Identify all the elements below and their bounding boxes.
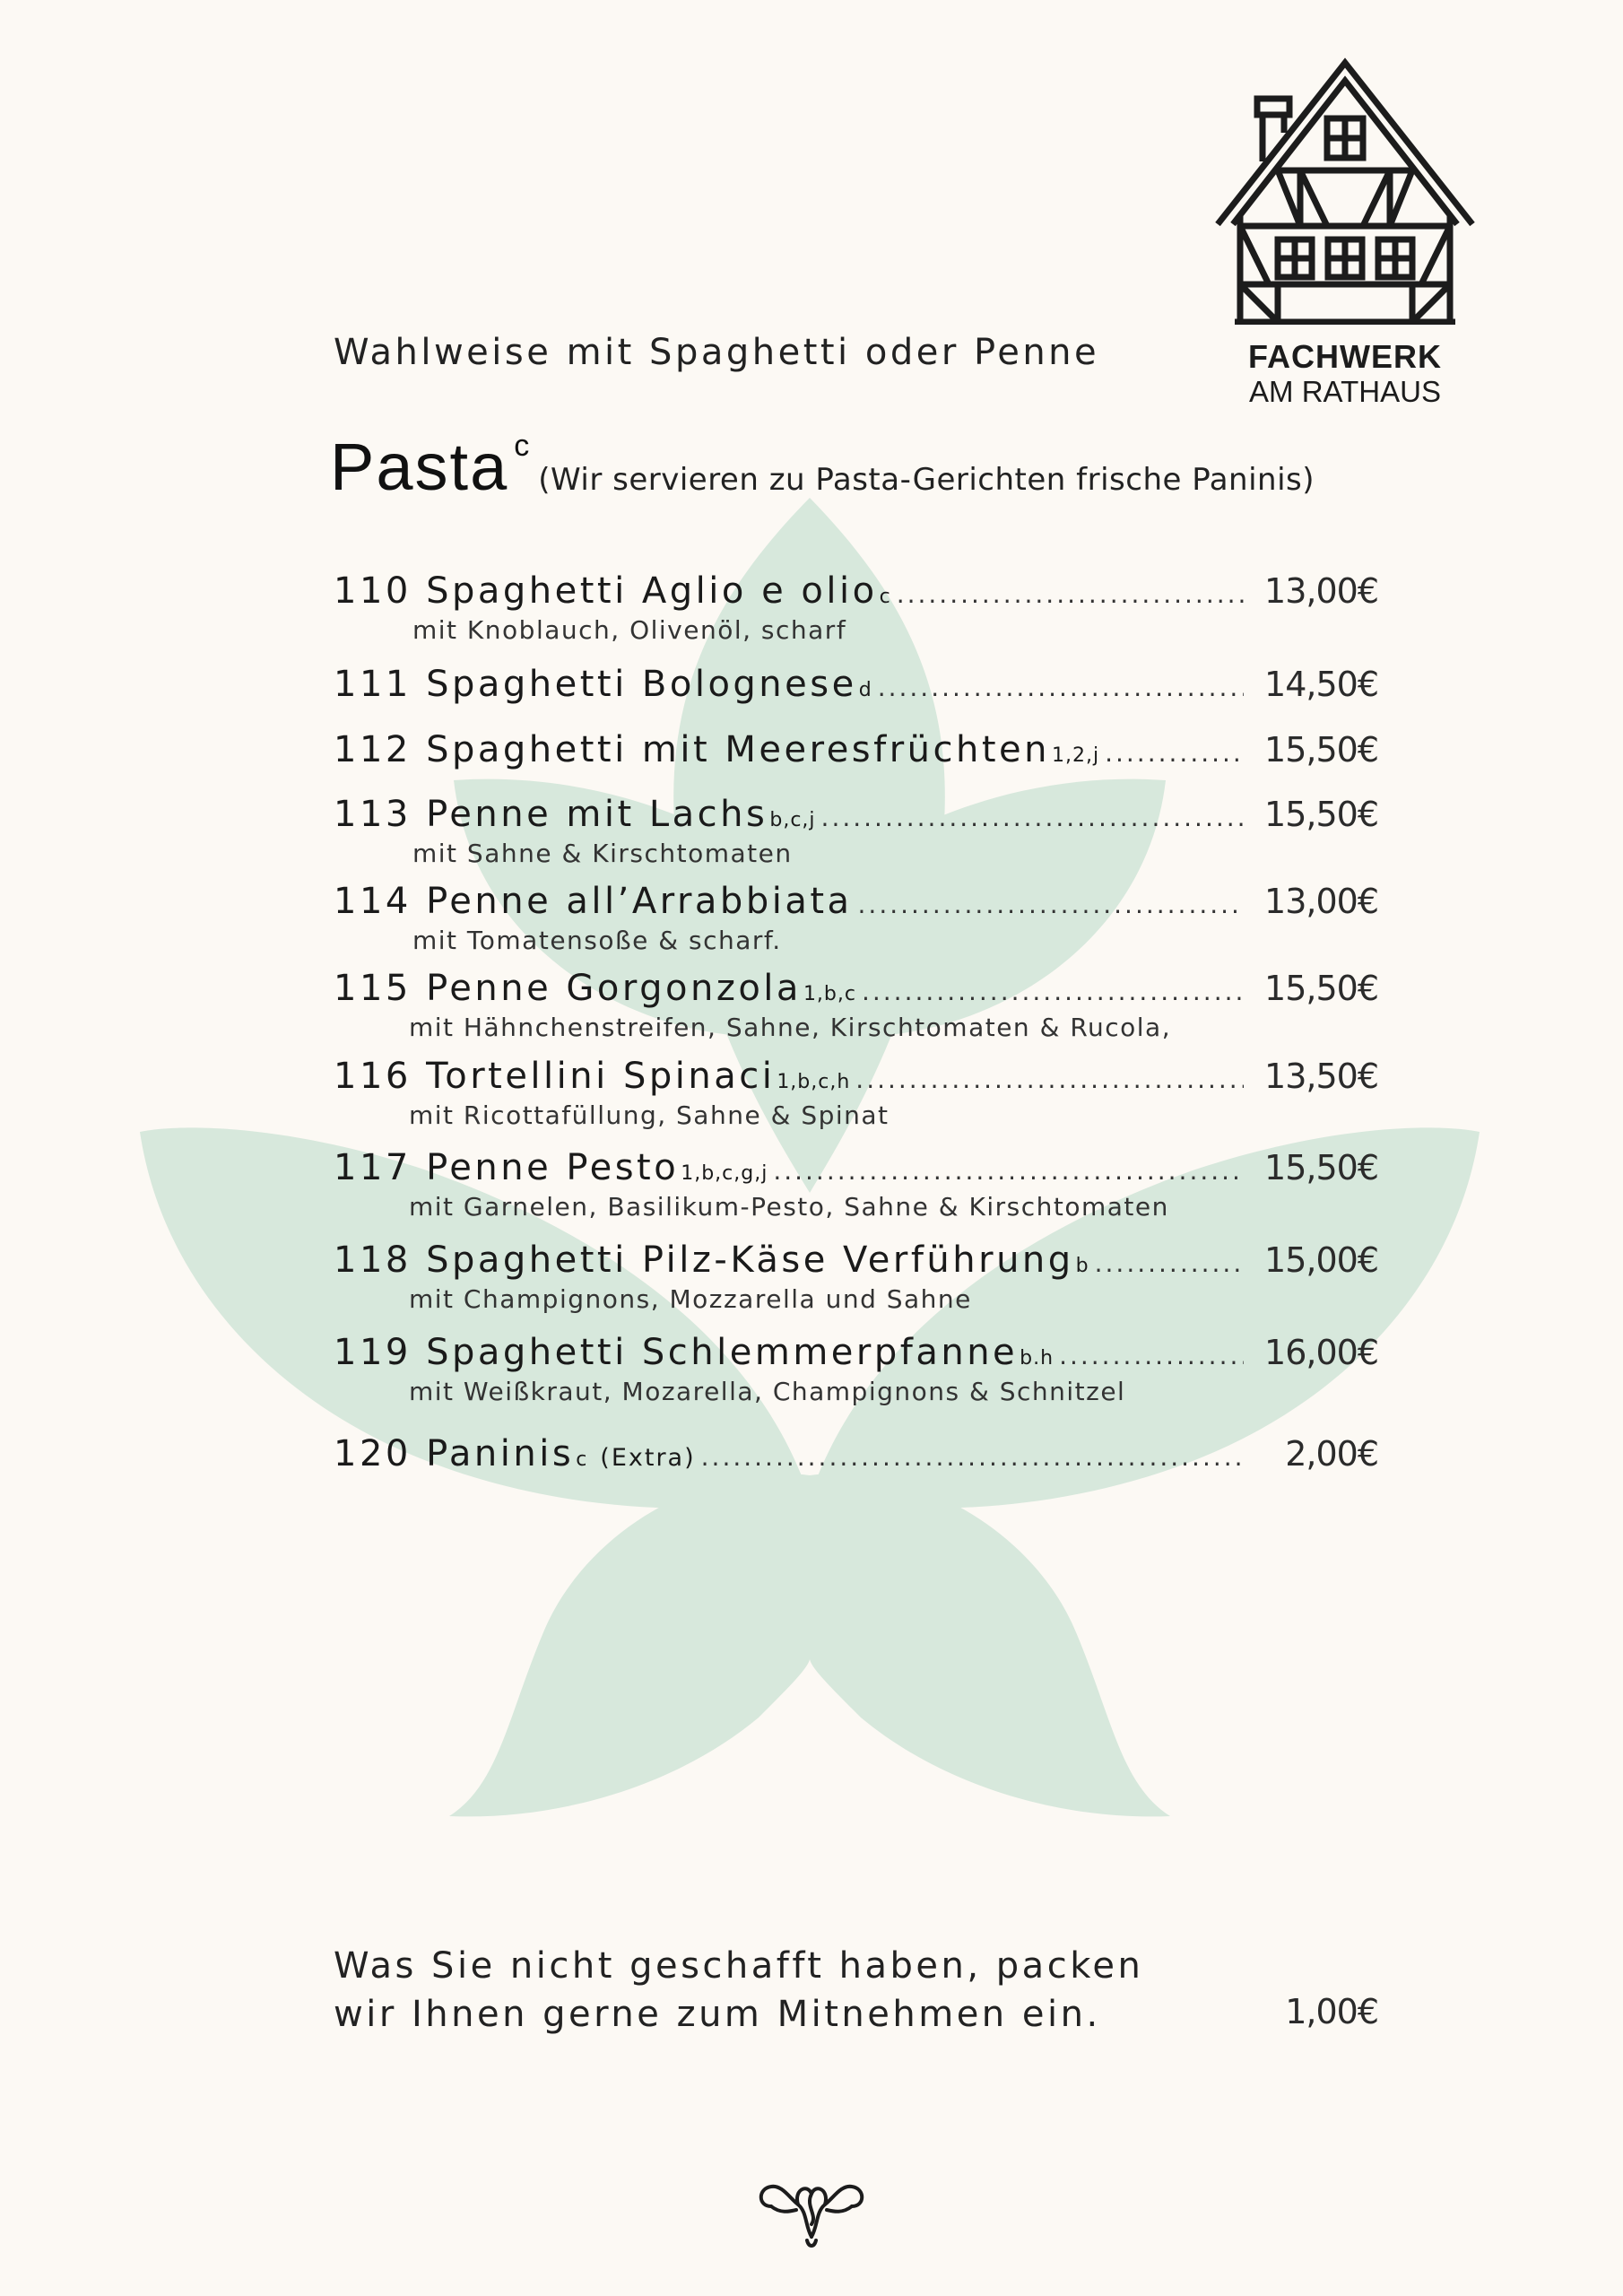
item-price: 15,50€ xyxy=(1264,1148,1378,1187)
menu-item xyxy=(334,664,1378,705)
item-name: 117 Penne Pesto xyxy=(334,1147,680,1188)
item-description: mit Ricottafüllung, Sahne & Spinat xyxy=(409,1100,890,1130)
dot-leader xyxy=(773,1156,1244,1186)
item-allergens: 1,b,c,g,j xyxy=(681,1162,768,1185)
section-allergen: c xyxy=(514,429,530,463)
dot-leader xyxy=(1059,1341,1244,1370)
item-allergens: 1,b,c xyxy=(803,983,856,1005)
dot-leader xyxy=(855,1065,1244,1094)
item-description: mit Weißkraut, Mozarella, Champignons & Schnitzel xyxy=(409,1377,1126,1406)
half-timbered-house-icon xyxy=(1211,56,1480,325)
dot-leader xyxy=(897,579,1244,609)
item-allergens: d xyxy=(858,679,872,701)
item-allergens: b,c,j xyxy=(769,809,816,831)
item-allergens: b.h xyxy=(1020,1347,1055,1370)
item-description: mit Knoblauch, Olivenöl, scharf xyxy=(412,615,847,645)
dot-leader xyxy=(1095,1248,1244,1278)
takeaway-line-1: Was Sie nicht geschafft haben, packen xyxy=(334,1945,1144,1987)
section-heading xyxy=(330,429,1315,505)
pasta-choice-subtitle: Wahlweise mit Spaghetti oder Penne xyxy=(334,332,1100,373)
item-price: 2,00€ xyxy=(1285,1434,1378,1474)
takeaway-line-2: wir Ihnen gerne zum Mitnehmen ein. xyxy=(334,1994,1101,2035)
item-name: 110 Spaghetti Aglio e olio xyxy=(334,570,878,612)
dot-leader xyxy=(862,977,1244,1006)
item-name: 114 Penne all’Arrabbiata xyxy=(334,881,853,922)
item-description: mit Sahne & Kirschtomaten xyxy=(412,839,793,868)
item-name: 119 Spaghetti Schlemmerpfanne xyxy=(334,1332,1019,1373)
menu-item xyxy=(334,1147,1378,1222)
item-allergens: b xyxy=(1075,1255,1089,1277)
section-title: Pasta xyxy=(330,430,509,504)
item-allergens: 1,2,j xyxy=(1052,744,1100,767)
menu-item xyxy=(334,1433,1378,1474)
dot-leader xyxy=(858,890,1244,919)
item-price: 16,00€ xyxy=(1264,1333,1378,1372)
item-name: 113 Penne mit Lachs xyxy=(334,794,768,835)
dot-leader xyxy=(1105,738,1244,768)
menu-item xyxy=(334,570,1378,645)
dot-leader xyxy=(821,803,1244,832)
item-name: 112 Spaghetti mit Meeresfrüchten xyxy=(334,729,1051,770)
item-description: mit Garnelen, Basilikum-Pesto, Sahne & Kirschtomaten xyxy=(409,1192,1169,1222)
item-price: 15,00€ xyxy=(1264,1240,1378,1280)
dot-leader xyxy=(878,673,1244,702)
item-extra-label: (Extra) xyxy=(600,1444,696,1472)
item-allergens: c xyxy=(576,1448,588,1471)
takeaway-price: 1,00€ xyxy=(1285,1992,1378,2031)
item-price: 15,50€ xyxy=(1264,730,1378,770)
restaurant-logo xyxy=(1211,56,1480,406)
item-allergens: c xyxy=(879,586,891,608)
flourish-ornament-icon xyxy=(753,2170,870,2251)
takeaway-note xyxy=(334,1942,1378,2039)
item-description: mit Champignons, Mozzarella und Sahne xyxy=(409,1284,972,1314)
item-price: 13,00€ xyxy=(1264,571,1378,611)
dot-leader xyxy=(701,1442,1244,1472)
item-price: 13,00€ xyxy=(1264,882,1378,921)
item-name: 111 Spaghetti Bolognese xyxy=(334,664,857,705)
menu-item xyxy=(334,1056,1378,1130)
item-name: 118 Spaghetti Pilz-Käse Verführung xyxy=(334,1239,1074,1281)
item-description: mit Tomatensoße & scharf. xyxy=(412,926,782,955)
item-description: mit Hähnchenstreifen, Sahne, Kirschtomaten & Rucola, xyxy=(409,1013,1172,1042)
menu-item xyxy=(334,968,1378,1042)
logo-subtitle: AM RATHAUS xyxy=(1249,375,1441,408)
item-price: 15,50€ xyxy=(1264,795,1378,834)
menu-item xyxy=(334,1239,1378,1314)
item-allergens: 1,b,c,h xyxy=(777,1071,851,1093)
menu-item xyxy=(334,1332,1378,1406)
item-name: 116 Tortellini Spinaci xyxy=(334,1056,776,1097)
menu-item xyxy=(334,794,1378,868)
item-price: 14,50€ xyxy=(1264,665,1378,704)
section-note: (Wir servieren zu Pasta-Gerichten frische Paninis) xyxy=(538,462,1315,498)
item-name: 120 Paninis xyxy=(334,1433,575,1474)
item-price: 15,50€ xyxy=(1264,969,1378,1008)
logo-name: FACHWERK xyxy=(1248,338,1442,375)
item-name: 115 Penne Gorgonzola xyxy=(334,968,802,1009)
item-price: 13,50€ xyxy=(1264,1057,1378,1096)
menu-item xyxy=(334,881,1378,955)
menu-item xyxy=(334,729,1378,770)
